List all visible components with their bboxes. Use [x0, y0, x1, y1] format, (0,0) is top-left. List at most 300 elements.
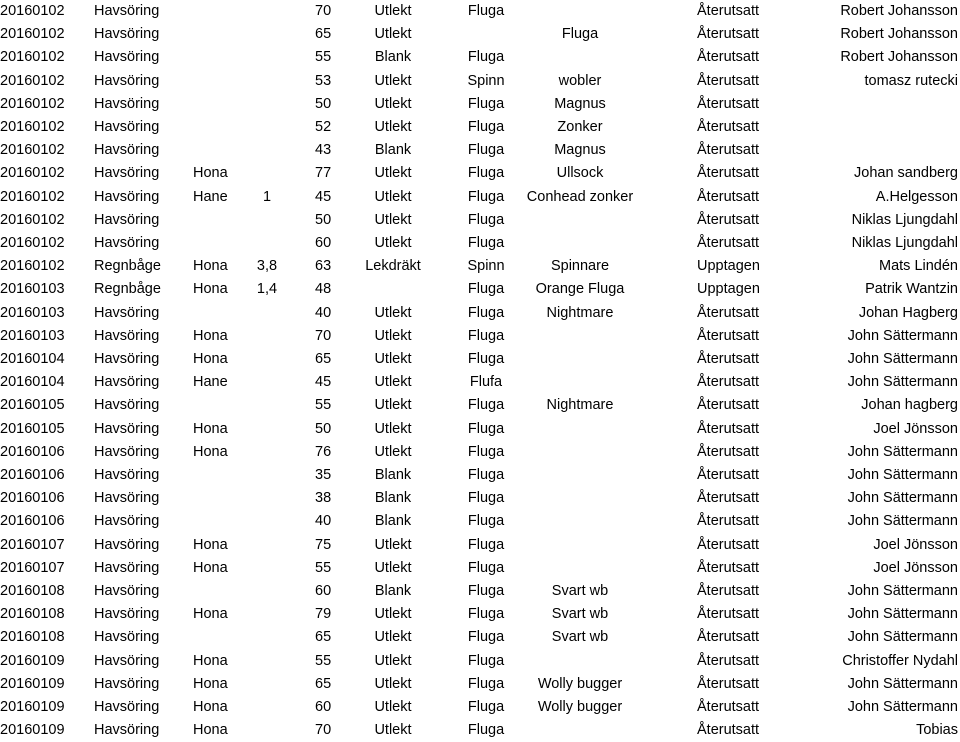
cell-date: 20160102: [0, 235, 65, 251]
cell-sex: Hona: [193, 443, 228, 460]
cell-status: Återutsatt: [697, 351, 760, 367]
table-row: [0, 255, 960, 278]
cell-lure: [505, 650, 655, 673]
cell-length: 70: [315, 327, 332, 344]
table-row: [0, 46, 960, 69]
cell-status: Återutsatt: [697, 165, 760, 182]
cell-length: 50: [315, 420, 332, 437]
cell-condition: Utlekt: [374, 327, 412, 344]
cell-date: 20160102: [0, 211, 65, 228]
cell-condition: Utlekt: [374, 629, 412, 646]
cell-length: 60: [315, 699, 332, 715]
cell-condition: Utlekt: [374, 374, 412, 391]
cell-weight: [247, 580, 287, 603]
cell-condition: Utlekt: [374, 420, 412, 437]
cell-status: Återutsatt: [697, 3, 760, 19]
cell-date: 20160102: [0, 119, 65, 135]
cell-person: [790, 93, 958, 116]
cell-weight: [247, 603, 287, 626]
cell-date: 20160103: [0, 327, 65, 344]
cell-species: Havsöring: [94, 26, 160, 43]
cell-date: 20160102: [0, 26, 65, 43]
cell-lure: Spinnare: [550, 258, 610, 275]
cell-status: Återutsatt: [697, 467, 760, 483]
cell-condition: Blank: [374, 142, 412, 159]
cell-date: 20160102: [0, 258, 65, 275]
cell-weight: [247, 325, 287, 348]
cell-species: Havsöring: [94, 675, 160, 692]
cell-species: Havsöring: [94, 443, 160, 460]
cell-method: Fluga: [467, 119, 505, 135]
cell-status: Återutsatt: [697, 443, 760, 460]
cell-weight: [247, 0, 287, 23]
cell-date: 20160102: [0, 3, 65, 19]
cell-person: Niklas Ljungdahl: [851, 211, 958, 228]
cell-lure: [505, 557, 655, 580]
cell-species: Havsöring: [94, 188, 160, 205]
cell-method: Fluga: [467, 397, 505, 414]
cell-method: Fluga: [467, 652, 505, 669]
cell-method: Fluga: [467, 304, 505, 321]
cell-method: Fluga: [467, 142, 505, 159]
cell-species: Havsöring: [94, 629, 160, 646]
cell-date: 20160102: [0, 49, 65, 66]
cell-date: 20160106: [0, 443, 65, 460]
table-row: [0, 325, 960, 348]
table-row: [0, 626, 960, 649]
cell-status: Återutsatt: [697, 72, 760, 89]
cell-weight: [247, 116, 287, 139]
cell-condition: Utlekt: [374, 211, 412, 228]
cell-method: Fluga: [467, 327, 505, 344]
cell-date: 20160106: [0, 513, 65, 530]
cell-method: Fluga: [467, 722, 505, 739]
cell-lure: [505, 418, 655, 441]
cell-person: Joel Jönsson: [873, 559, 958, 576]
cell-sex: Hona: [193, 675, 228, 692]
cell-condition: Utlekt: [374, 536, 412, 553]
cell-length: 43: [315, 142, 332, 159]
cell-person: Johan sandberg: [854, 165, 958, 182]
cell-species: Havsöring: [94, 351, 160, 367]
cell-status: Återutsatt: [697, 536, 760, 553]
cell-length: 65: [315, 629, 332, 646]
cell-date: 20160108: [0, 606, 65, 623]
cell-condition: Utlekt: [374, 235, 412, 251]
cell-person: Patrik Wantzin: [865, 281, 958, 298]
cell-person: John Sättermann: [847, 327, 958, 344]
cell-weight: [247, 487, 287, 510]
cell-condition: Utlekt: [374, 304, 412, 321]
cell-weight: [247, 510, 287, 533]
cell-lure: Nightmare: [546, 304, 614, 321]
cell-date: 20160108: [0, 629, 65, 646]
cell-condition: Blank: [374, 513, 412, 530]
cell-lure: Wolly bugger: [537, 675, 623, 692]
cell-sex: Hona: [193, 258, 228, 275]
cell-sex: Hane: [193, 374, 228, 391]
cell-lure: Svart wb: [551, 583, 609, 599]
table-row: [0, 23, 960, 46]
cell-lure: Magnus: [554, 95, 606, 112]
cell-status: Återutsatt: [697, 188, 760, 205]
cell-species: Havsöring: [94, 304, 160, 321]
cell-person: Tobias: [916, 722, 958, 739]
cell-date: 20160109: [0, 722, 65, 739]
cell-lure: [505, 510, 655, 533]
cell-lure: [505, 46, 655, 69]
cell-method: Fluga: [467, 490, 505, 507]
cell-lure: [505, 441, 655, 464]
cell-status: Återutsatt: [697, 49, 760, 66]
cell-species: Havsöring: [94, 536, 160, 553]
cell-date: 20160107: [0, 536, 65, 553]
table-row: [0, 441, 960, 464]
cell-species: Havsöring: [94, 235, 160, 251]
cell-method: Fluga: [467, 351, 505, 367]
cell-length: 77: [315, 165, 332, 182]
cell-sex: Hona: [193, 606, 228, 623]
cell-lure: Magnus: [554, 142, 606, 159]
cell-sex: Hona: [193, 351, 228, 367]
cell-condition: Utlekt: [374, 95, 412, 112]
cell-person: John Sättermann: [847, 513, 958, 530]
cell-person: John Sättermann: [847, 675, 958, 692]
cell-date: 20160104: [0, 374, 65, 391]
cell-sex: Hona: [193, 327, 228, 344]
cell-lure: Fluga: [561, 26, 599, 43]
cell-condition: Utlekt: [374, 443, 412, 460]
cell-status: Återutsatt: [697, 559, 760, 576]
cell-length: 52: [315, 119, 332, 135]
cell-species: Havsöring: [94, 374, 160, 391]
cell-condition: Blank: [374, 490, 412, 507]
cell-method: Fluga: [467, 165, 505, 182]
cell-weight: 1,4: [256, 281, 278, 298]
cell-length: 63: [315, 258, 332, 275]
cell-length: 70: [315, 3, 332, 19]
cell-length: 45: [315, 188, 332, 205]
cell-status: Återutsatt: [697, 699, 760, 715]
cell-lure: Zonker: [557, 119, 603, 135]
cell-condition: Utlekt: [374, 72, 412, 89]
cell-weight: [247, 93, 287, 116]
cell-condition: Utlekt: [374, 351, 412, 367]
table-row: [0, 348, 960, 371]
cell-species: Havsöring: [94, 583, 160, 599]
cell-date: 20160103: [0, 281, 65, 298]
cell-weight: [247, 70, 287, 93]
cell-status: Återutsatt: [697, 142, 760, 159]
cell-weight: [247, 650, 287, 673]
cell-method: Fluga: [467, 211, 505, 228]
cell-sex: Hona: [193, 652, 228, 669]
cell-sex: Hona: [193, 722, 228, 739]
cell-weight: 1: [262, 188, 272, 205]
cell-method: Fluga: [467, 443, 505, 460]
cell-sex: Hona: [193, 559, 228, 576]
cell-status: Återutsatt: [697, 327, 760, 344]
cell-method: Fluga: [467, 606, 505, 623]
cell-person: John Sättermann: [847, 443, 958, 460]
cell-lure: wobler: [558, 72, 602, 89]
cell-status: Återutsatt: [697, 583, 760, 599]
cell-status: Återutsatt: [697, 420, 760, 437]
cell-person: John Sättermann: [847, 699, 958, 715]
table-row: [0, 209, 960, 232]
table-row: [0, 116, 960, 139]
cell-lure: Svart wb: [551, 629, 609, 646]
cell-person: Robert Johansson: [840, 3, 958, 19]
cell-species: Havsöring: [94, 467, 160, 483]
cell-length: 40: [315, 304, 332, 321]
cell-status: Återutsatt: [697, 629, 760, 646]
table-row: [0, 580, 960, 603]
cell-method: Spinn: [467, 72, 505, 89]
cell-lure: Conhead zonker: [526, 188, 634, 205]
cell-length: 50: [315, 211, 332, 228]
table-row: [0, 418, 960, 441]
cell-condition: Utlekt: [374, 722, 412, 739]
cell-method: Fluga: [467, 235, 505, 251]
cell-species: Havsöring: [94, 142, 160, 159]
cell-condition: Blank: [374, 583, 412, 599]
cell-weight: [247, 371, 287, 394]
cell-status: Återutsatt: [697, 26, 760, 43]
cell-weight: [247, 464, 287, 487]
cell-condition: Utlekt: [374, 606, 412, 623]
cell-status: Återutsatt: [697, 652, 760, 669]
cell-weight: [247, 534, 287, 557]
cell-sex: Hona: [193, 420, 228, 437]
table-row: [0, 186, 960, 209]
cell-lure: [505, 371, 655, 394]
table-row: [0, 557, 960, 580]
table-row: [0, 139, 960, 162]
cell-condition: Utlekt: [374, 165, 412, 182]
cell-weight: [247, 348, 287, 371]
table-row: [0, 603, 960, 626]
cell-species: Havsöring: [94, 559, 160, 576]
cell-person: John Sättermann: [847, 490, 958, 507]
cell-species: Havsöring: [94, 72, 160, 89]
cell-length: 35: [315, 467, 332, 483]
cell-person: [790, 139, 958, 162]
cell-method: Fluga: [467, 188, 505, 205]
table-row: [0, 464, 960, 487]
cell-method: Fluga: [467, 559, 505, 576]
cell-weight: [247, 441, 287, 464]
cell-species: Havsöring: [94, 95, 160, 112]
cell-length: 70: [315, 722, 332, 739]
cell-weight: [247, 23, 287, 46]
cell-condition: Utlekt: [374, 397, 412, 414]
cell-status: Återutsatt: [697, 490, 760, 507]
cell-person: John Sättermann: [847, 374, 958, 391]
table-row: [0, 510, 960, 533]
cell-lure: Nightmare: [546, 397, 614, 414]
table-row: [0, 0, 960, 23]
cell-species: Havsöring: [94, 420, 160, 437]
cell-sex: Hona: [193, 699, 228, 715]
cell-weight: [247, 696, 287, 719]
cell-condition: Blank: [374, 467, 412, 483]
cell-length: 38: [315, 490, 332, 507]
cell-condition: Utlekt: [374, 675, 412, 692]
cell-date: 20160109: [0, 675, 65, 692]
cell-length: 48: [315, 281, 332, 298]
cell-species: Havsöring: [94, 652, 160, 669]
cell-length: 55: [315, 397, 332, 414]
cell-lure: Orange Fluga: [535, 281, 625, 298]
cell-method: Fluga: [467, 281, 505, 298]
cell-person: [790, 116, 958, 139]
cell-weight: [247, 232, 287, 255]
cell-condition: Utlekt: [374, 3, 412, 19]
cell-method: Spinn: [467, 258, 505, 275]
cell-status: Upptagen: [697, 258, 760, 275]
table-row: [0, 278, 960, 301]
cell-lure: [505, 487, 655, 510]
cell-species: Havsöring: [94, 3, 160, 19]
cell-date: 20160103: [0, 304, 65, 321]
cell-condition: Utlekt: [374, 26, 412, 43]
cell-condition: Utlekt: [374, 699, 412, 715]
table-row: [0, 673, 960, 696]
cell-status: Återutsatt: [697, 95, 760, 112]
cell-lure: Wolly bugger: [537, 699, 623, 715]
cell-date: 20160108: [0, 583, 65, 599]
cell-length: 50: [315, 95, 332, 112]
cell-method: Fluga: [467, 699, 505, 715]
cell-person: Johan Hagberg: [858, 304, 958, 321]
cell-status: Återutsatt: [697, 675, 760, 692]
cell-species: Havsöring: [94, 699, 160, 715]
cell-species: Havsöring: [94, 211, 160, 228]
cell-lure: Svart wb: [551, 606, 609, 623]
cell-date: 20160102: [0, 142, 65, 159]
cell-person: John Sättermann: [847, 351, 958, 367]
cell-person: Joel Jönsson: [873, 536, 958, 553]
cell-species: Havsöring: [94, 119, 160, 135]
cell-status: Återutsatt: [697, 722, 760, 739]
cell-method: Fluga: [467, 49, 505, 66]
cell-lure: [505, 464, 655, 487]
cell-status: Återutsatt: [697, 304, 760, 321]
cell-method: Fluga: [467, 583, 505, 599]
cell-lure: [505, 232, 655, 255]
cell-length: 40: [315, 513, 332, 530]
cell-length: 55: [315, 559, 332, 576]
cell-date: 20160106: [0, 490, 65, 507]
cell-status: Upptagen: [697, 281, 760, 298]
cell-weight: [247, 162, 287, 185]
cell-method: Flufa: [469, 374, 503, 391]
cell-method: Fluga: [467, 536, 505, 553]
table-row: [0, 696, 960, 719]
cell-length: 55: [315, 652, 332, 669]
cell-length: 65: [315, 351, 332, 367]
cell-length: 76: [315, 443, 332, 460]
cell-status: Återutsatt: [697, 397, 760, 414]
cell-person: Robert Johansson: [840, 49, 958, 66]
cell-weight: [247, 46, 287, 69]
cell-method: Fluga: [467, 95, 505, 112]
cell-date: 20160106: [0, 467, 65, 483]
cell-person: Johan hagberg: [861, 397, 958, 414]
cell-weight: [247, 394, 287, 417]
cell-condition: Blank: [374, 49, 412, 66]
table-row: [0, 650, 960, 673]
cell-person: A.Helgesson: [875, 188, 958, 205]
table-row: [0, 302, 960, 325]
table-row: [0, 394, 960, 417]
cell-person: John Sättermann: [847, 583, 958, 599]
cell-species: Havsöring: [94, 165, 160, 182]
table-row: [0, 70, 960, 93]
cell-condition: Utlekt: [374, 119, 412, 135]
cell-person: tomasz rutecki: [864, 72, 958, 89]
table-row: [0, 371, 960, 394]
table-row: [0, 534, 960, 557]
cell-method: Fluga: [467, 513, 505, 530]
cell-status: Återutsatt: [697, 513, 760, 530]
cell-person: Christoffer Nydahl: [842, 652, 958, 669]
cell-length: 45: [315, 374, 332, 391]
table-row: [0, 93, 960, 116]
cell-weight: [247, 557, 287, 580]
cell-person: Joel Jönsson: [873, 420, 958, 437]
cell-weight: [247, 418, 287, 441]
cell-lure: [505, 0, 655, 23]
cell-species: Havsöring: [94, 49, 160, 66]
cell-lure: [505, 534, 655, 557]
cell-sex: Hona: [193, 165, 228, 182]
cell-length: 60: [315, 583, 332, 599]
cell-date: 20160105: [0, 397, 65, 414]
cell-condition: Utlekt: [374, 652, 412, 669]
cell-weight: 3,8: [256, 258, 278, 275]
cell-person: John Sättermann: [847, 467, 958, 483]
cell-length: 53: [315, 72, 332, 89]
cell-length: 55: [315, 49, 332, 66]
cell-person: Mats Lindén: [879, 258, 958, 275]
cell-weight: [247, 139, 287, 162]
cell-condition: Utlekt: [374, 559, 412, 576]
table-row: [0, 487, 960, 510]
cell-weight: [247, 209, 287, 232]
cell-lure: [505, 348, 655, 371]
cell-method: Fluga: [467, 675, 505, 692]
cell-sex: Hona: [193, 536, 228, 553]
cell-method: Fluga: [467, 467, 505, 483]
cell-method: Fluga: [467, 629, 505, 646]
cell-lure: [505, 325, 655, 348]
cell-species: Havsöring: [94, 513, 160, 530]
cell-date: 20160109: [0, 699, 65, 715]
cell-date: 20160105: [0, 420, 65, 437]
table-row: [0, 232, 960, 255]
cell-length: 65: [315, 26, 332, 43]
cell-person: Robert Johansson: [840, 26, 958, 43]
cell-method: Fluga: [467, 420, 505, 437]
cell-weight: [247, 626, 287, 649]
table-row: [0, 162, 960, 185]
cell-date: 20160102: [0, 72, 65, 89]
cell-condition: [343, 278, 443, 301]
cell-species: Regnbåge: [94, 258, 161, 275]
cell-lure: [505, 209, 655, 232]
